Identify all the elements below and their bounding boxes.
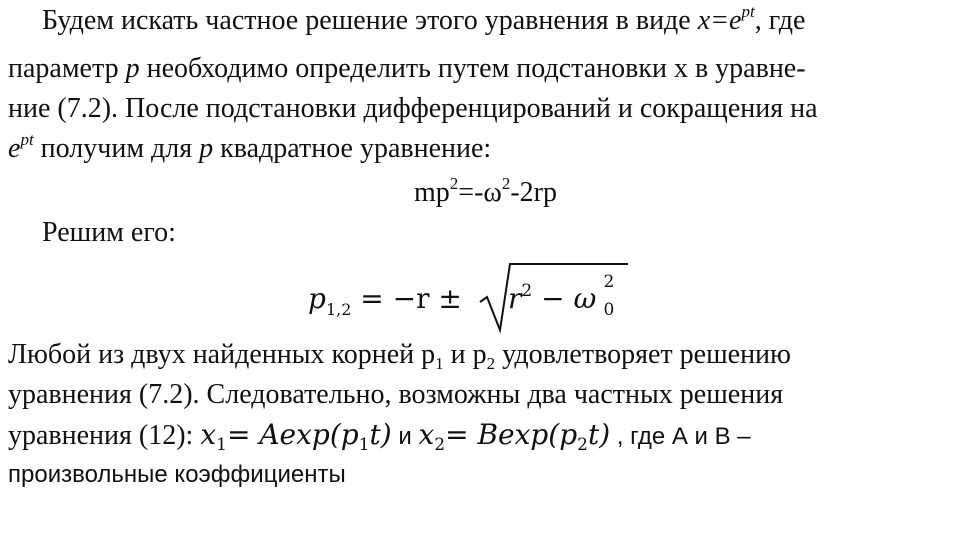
formula-omega-symbol: ω xyxy=(573,282,597,315)
intro-line-1-exp: pt xyxy=(741,2,755,21)
formula-sub: 1,2 xyxy=(325,300,352,319)
intro-line-4-e: e xyxy=(8,133,21,164)
conclusion-line-1-s1: 1 xyxy=(435,354,444,373)
formula-r-exp: 2 xyxy=(521,281,533,301)
solution-2 xyxy=(418,418,611,455)
solution-2-x-sub: 2 xyxy=(434,435,446,455)
solution-1-x: x xyxy=(200,418,217,451)
equation-mp: mp xyxy=(414,177,450,208)
equation-mid: =-ω xyxy=(458,177,502,208)
formula-r: r xyxy=(508,282,522,315)
conclusion-line-1-c: удовлетворяет решению xyxy=(495,339,791,370)
equation-tail: -2rp xyxy=(510,177,557,208)
intro-line-2-a: параметр xyxy=(8,53,126,84)
formula-radicand xyxy=(508,272,615,320)
solution-1 xyxy=(200,418,392,455)
formula-lhs xyxy=(308,282,462,319)
solve-label: Решим его: xyxy=(42,217,176,248)
solution-2-end: t) xyxy=(587,418,611,451)
conclusion-line-4: произвольные коэффициенты xyxy=(8,461,346,488)
solution-1-expr: = Aexp(p xyxy=(226,418,359,451)
formula-omega-sub: 0 xyxy=(603,300,615,320)
intro-line-2-p: p xyxy=(125,53,140,84)
conclusion-line-1-b: и p xyxy=(443,339,487,370)
conclusion-line-3-a: уравнения (12): xyxy=(8,420,201,451)
intro-line-4-a: получим для xyxy=(33,133,200,164)
intro-line-1-tail: , где xyxy=(754,5,806,36)
equation-sq1: 2 xyxy=(449,174,459,193)
conclusion-line-3 xyxy=(8,418,751,454)
formula-rhs: = −r ± xyxy=(351,282,462,315)
intro-line-3: ние (7.2). После подстановки дифференцирований и сокращения на xyxy=(8,93,818,124)
formula-omega xyxy=(573,272,615,320)
formula-minus: − xyxy=(532,282,574,315)
intro-line-1 xyxy=(42,4,805,38)
formula-omega-exp: 2 xyxy=(603,272,615,292)
solution-2-expr: = Bexp(p xyxy=(445,418,578,451)
solution-1-x-sub: 1 xyxy=(216,435,227,455)
conclusion-line-1 xyxy=(8,338,791,372)
intro-line-4-exp: pt xyxy=(20,130,34,149)
equation-sq2: 2 xyxy=(501,174,511,193)
intro-line-4-b: квадратное уравнение: xyxy=(213,133,492,164)
intro-line-4-p: p xyxy=(199,133,214,164)
conclusion-line-2: уравнения (7.2). Следовательно, возможны два частных решения xyxy=(8,379,784,410)
solution-2-p-sub: 2 xyxy=(577,435,588,455)
intro-line-1-var: x=e xyxy=(697,5,742,36)
quadratic-equation xyxy=(414,176,557,210)
conclusion-where: , где А и В – xyxy=(610,423,751,450)
roots-formula xyxy=(308,262,628,332)
solution-2-x: x xyxy=(418,418,435,451)
solution-1-end: t) xyxy=(369,418,392,451)
conclusion-line-1-s2: 2 xyxy=(486,354,496,373)
intro-line-1-text: Будем искать частное решение этого уравнения в виде xyxy=(42,5,698,36)
intro-line-2 xyxy=(8,52,806,86)
intro-line-4 xyxy=(8,132,491,166)
conclusion-line-1-a: Любой из двух найденных корней p xyxy=(8,339,436,370)
solution-1-p-sub: 1 xyxy=(358,435,370,455)
formula-p: p xyxy=(308,282,326,315)
conjunction-and: и xyxy=(391,423,419,450)
intro-line-2-b: необходимо определить путем подстановки х в уравне- xyxy=(139,53,806,84)
